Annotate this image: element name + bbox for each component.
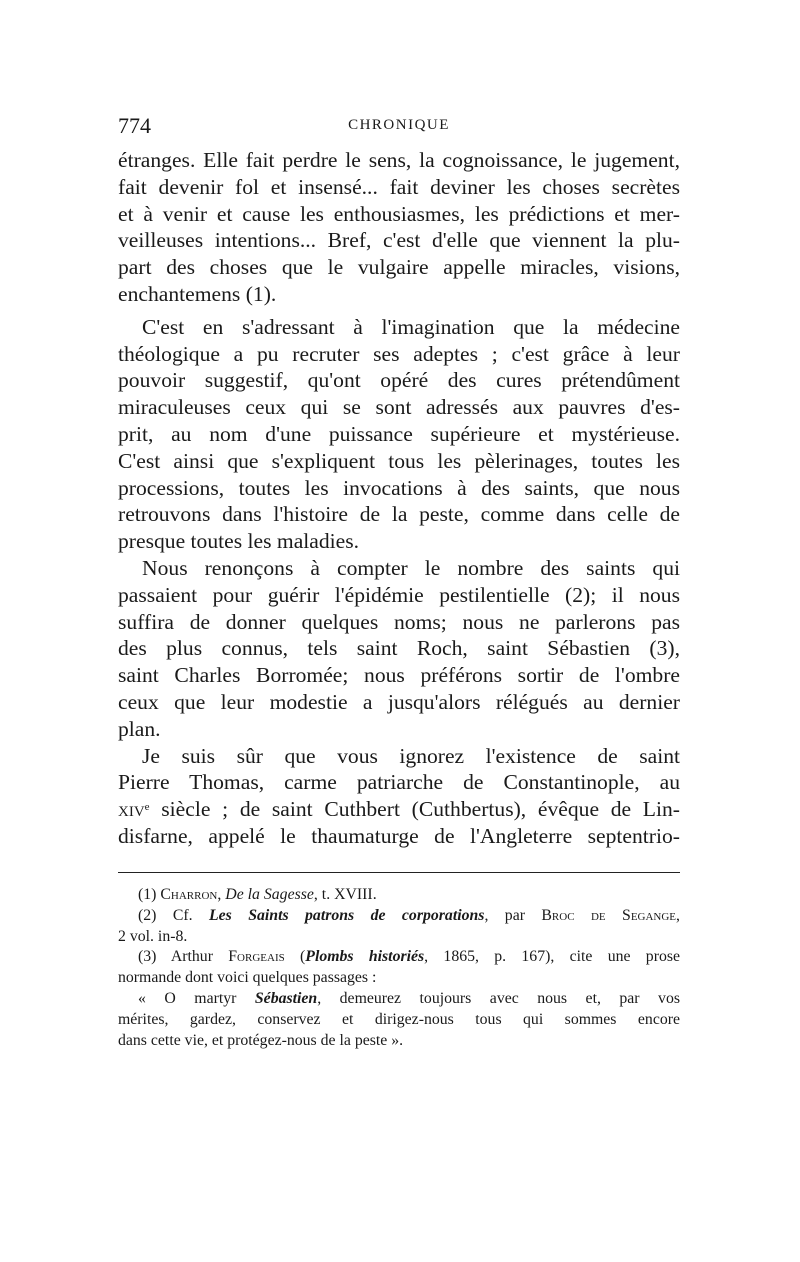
footnote-1	[118, 885, 680, 906]
paragraph-3	[118, 555, 680, 743]
footnote-2	[118, 906, 680, 927]
footnote-text: ,	[217, 886, 226, 903]
footnote-text: ,	[676, 906, 680, 924]
footnotes	[118, 885, 680, 1051]
footnote-title: Les Saints patrons de corporations	[209, 906, 485, 924]
footnote-3-line-2: normande dont voici quelques passages :	[118, 969, 377, 987]
century-numeral: xiv	[118, 797, 145, 822]
main-text	[118, 147, 680, 850]
quote-text: , demeurez toujours avec nous et, par vos	[317, 989, 680, 1007]
text-line: fait devenir fol et insensé... fait deviner les choses secrètes	[118, 174, 680, 199]
text-line: Je suis sûr que vous ignorez l'existence de saint	[142, 743, 680, 768]
text-line	[118, 796, 680, 823]
page-number: 774	[118, 113, 151, 138]
footnote-author: Charron	[160, 886, 218, 903]
text-line: enchantemens (1).	[118, 281, 277, 306]
text-line: étranges. Elle fait perdre le sens, la cognoissance, le jugement,	[118, 148, 680, 172]
quote-name: Sébastien	[254, 989, 318, 1007]
footnote-text: , 1865, p. 167), cite une prose	[424, 948, 681, 966]
running-title: CHRONIQUE	[348, 117, 450, 133]
text-line: Nous renonçons à compter le nombre des saints qui	[142, 555, 680, 580]
text-line: C'est ainsi que s'expliquent tous les pèlerinages, toutes les	[118, 448, 680, 473]
text-line: plan.	[118, 716, 161, 741]
text-line: passaient pour guérir l'épidémie pestilentielle (2); il nous	[118, 582, 680, 607]
text-line: veilleuses intentions... Bref, c'est d'elle que viennent la plu-	[118, 228, 680, 253]
footnote-title: Plombs historiés	[305, 948, 425, 966]
quote-line-3: dans cette vie, et protégez-nous de la peste ».	[118, 1031, 404, 1049]
text-line: retrouvons dans l'histoire de la peste, comme dans celle de	[118, 502, 680, 527]
text-line: presque toutes les maladies.	[118, 529, 360, 554]
text-line: et à venir et cause les enthousiasmes, les prédictions et mer-	[118, 201, 680, 226]
quote-line-2: mérites, gardez, conservez et dirigez-nous tous qui sommes encore	[118, 1010, 680, 1028]
paragraph-2	[118, 314, 680, 555]
superscript: e	[144, 801, 150, 814]
footnote-text: , par	[484, 906, 542, 924]
text-line: miraculeuses ceux qui se sont adressés aux pauvres d'es-	[118, 395, 680, 420]
text-line: pouvoir suggestif, qu'ont opéré des cures prétendûment	[118, 368, 680, 393]
footnote-author: Broc de Segange	[541, 906, 677, 924]
text-line: suffira de donner quelques noms; nous ne parlerons pas	[118, 609, 680, 634]
footnote-marker: (1)	[138, 886, 161, 903]
footnote-3	[118, 947, 680, 968]
text-line: des plus connus, tels saint Roch, saint Sébastien (3),	[118, 636, 680, 661]
footnote-title: De la Sagesse	[225, 886, 314, 903]
paragraph-4	[118, 743, 680, 850]
quote-line-1	[118, 989, 680, 1010]
footnote-marker: (2) Cf.	[138, 906, 209, 924]
text-line: saint Charles Borromée; nous préférons sortir de l'ombre	[118, 663, 680, 688]
quote-text: « O martyr	[138, 989, 255, 1007]
text-line: C'est en s'adressant à l'imagination que la médecine	[142, 314, 680, 339]
text-line: prit, au nom d'une puissance supérieure et mystérieuse.	[118, 421, 680, 446]
paragraph-1	[118, 147, 680, 308]
footnote-marker: (3) Arthur	[138, 948, 229, 966]
text-line: part des choses que le vulgaire appelle miracles, visions,	[118, 255, 680, 280]
footnote-rule	[118, 872, 680, 873]
text-line: Pierre Thomas, carme patriarche de Constantinople, au	[118, 770, 680, 795]
footnote-author: Forgeais	[228, 948, 285, 966]
footnote-text: (	[284, 948, 306, 966]
footnote-text: , t. XVIII.	[313, 886, 377, 903]
text-line: disfarne, appelé le thaumaturge de l'Angleterre septentrio-	[118, 823, 680, 848]
footnote-2-line-2: 2 vol. in-8.	[118, 927, 188, 945]
text-line: ceux que leur modestie a jusqu'alors rélégués au dernier	[118, 689, 680, 714]
page-header	[118, 113, 680, 143]
text-line: théologique a pu recruter ses adeptes ; c'est grâce à leur	[118, 341, 680, 366]
text-line: processions, toutes les invocations à des saints, que nous	[118, 475, 680, 500]
text-line-rest: siècle ; de saint Cuthbert (Cuthbertus), évêque de Lin-	[149, 797, 680, 822]
